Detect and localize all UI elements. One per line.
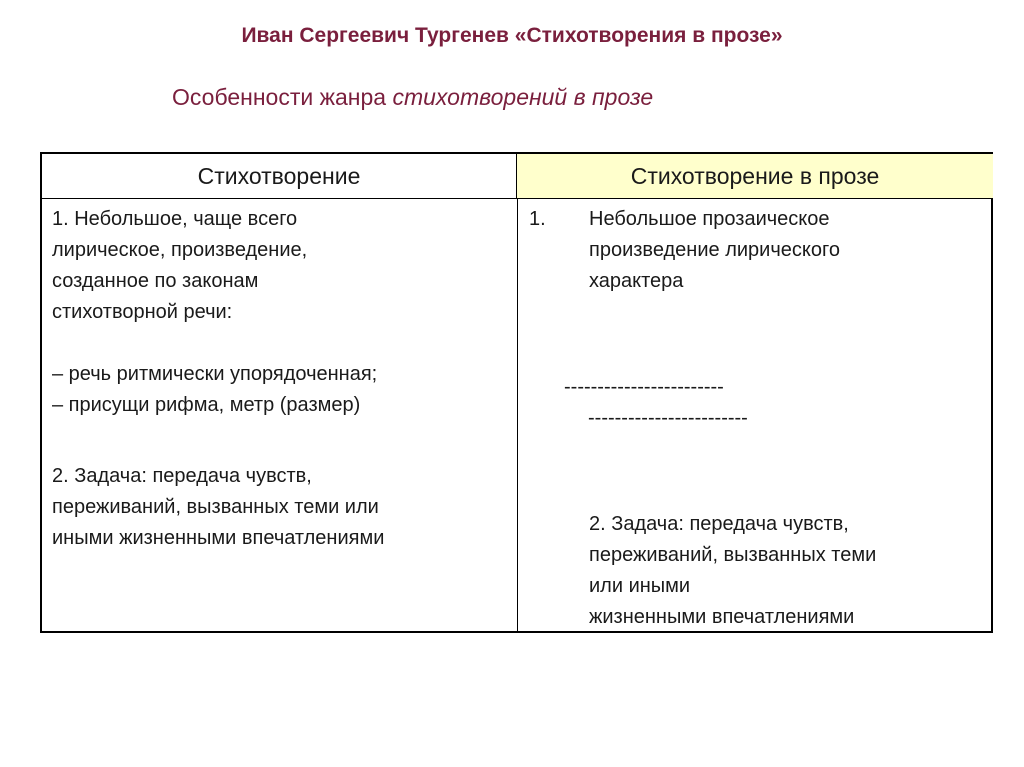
slide-subtitle — [172, 84, 653, 111]
prose-point-1-number: 1. — [529, 208, 546, 230]
slide-title: Иван Сергеевич Тургенев «Стихотворения в прозе» — [241, 24, 783, 47]
prose-point-2: 2. Задача: передача чувств, переживаний, вызванных теми или иными жизненными впечатлениями — [589, 513, 877, 628]
column-divider — [517, 199, 518, 631]
header-poem: Стихотворение — [42, 154, 517, 199]
poem-point-2: 2. Задача: передача чувств, переживаний, вызванных теми или иными жизненными впечатлениями — [52, 465, 385, 549]
header-prose-poem: Стихотворение в прозе — [517, 154, 993, 199]
prose-dashes-2: ------------------------ — [588, 407, 748, 429]
prose-dashes-1: ------------------------ — [564, 376, 724, 398]
subtitle-italic: стихотворений в прозе — [392, 84, 654, 110]
subtitle-regular: Особенности жанра — [172, 84, 393, 110]
poem-point-1: 1. Небольшое, чаще всего лирическое, произведение, созданное по законам стихотворной речи: — [52, 208, 308, 323]
comparison-table — [40, 152, 993, 633]
poem-bullets: – речь ритмически упорядоченная; – присущи рифма, метр (размер) — [52, 363, 378, 416]
prose-point-1: Небольшое прозаическое произведение лирического характера — [589, 208, 840, 292]
